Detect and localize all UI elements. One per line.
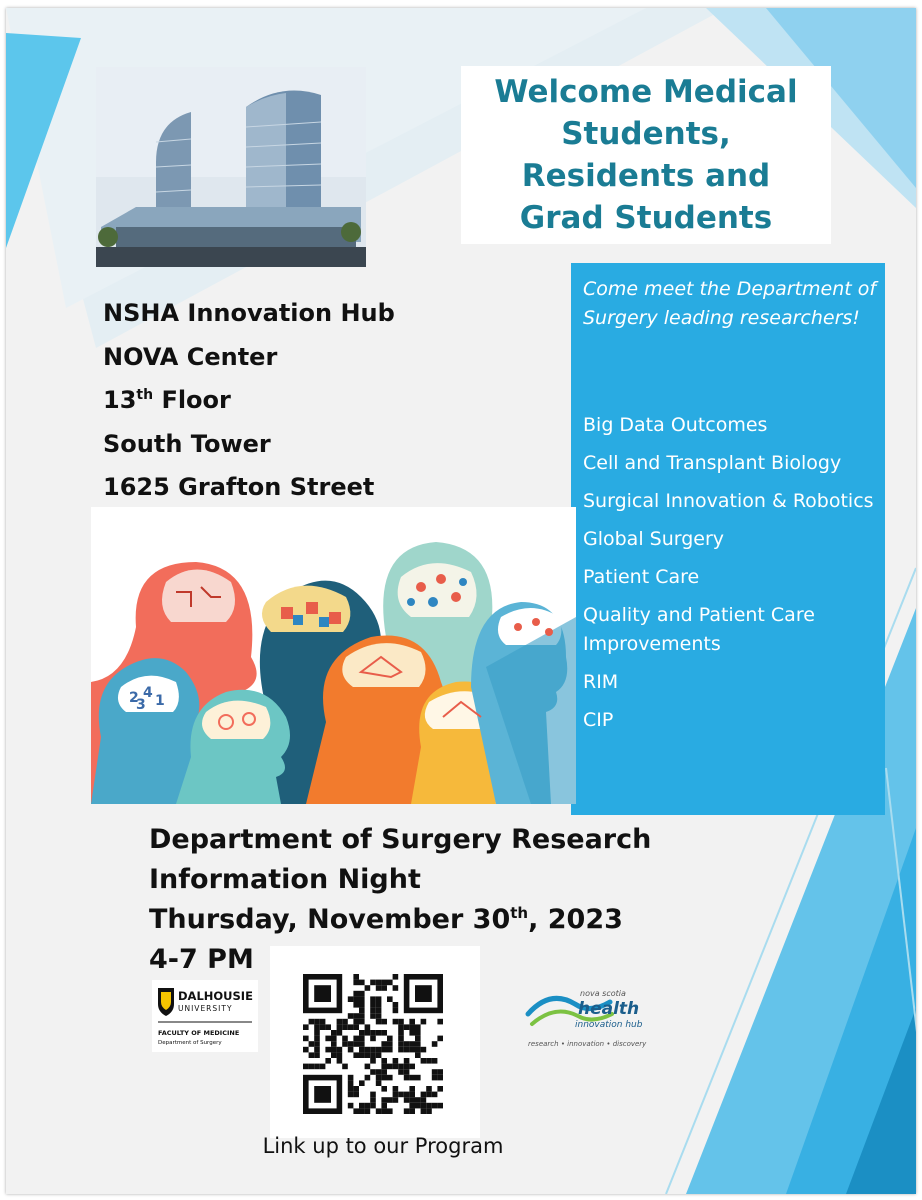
dalhousie-university: UNIVERSITY — [178, 1004, 233, 1013]
event-time: 4-7 PM — [149, 944, 254, 975]
hub-logo-tagline: research • innovation • discovery — [528, 1040, 647, 1048]
svg-text:2: 2 — [129, 690, 139, 706]
building-photo — [96, 67, 366, 267]
event-date — [149, 900, 651, 940]
qr-code-box[interactable] — [270, 946, 480, 1138]
address-block — [103, 292, 395, 510]
dalhousie-department: Department of Surgery — [158, 1040, 222, 1046]
event-date-year: , 2023 — [528, 904, 623, 935]
hub-logo-line1: nova scotia — [580, 989, 626, 998]
welcome-heading: Welcome Medical Students, Residents and Grad Students — [494, 74, 798, 236]
flyer-sheet — [6, 8, 916, 1194]
svg-text:1: 1 — [155, 693, 165, 709]
dalhousie-logo — [152, 980, 258, 1052]
svg-text:3: 3 — [136, 697, 146, 713]
event-title-line1: Department of Surgery Research — [149, 824, 652, 855]
dalhousie-faculty: FACULTY OF MEDICINE — [158, 1029, 240, 1037]
svg-text:4: 4 — [143, 685, 153, 701]
dalhousie-name: DALHOUSIE — [178, 989, 253, 1003]
research-area-item: Cell and Transplant Biology — [583, 452, 842, 474]
qr-code[interactable] — [270, 946, 480, 1138]
welcome-box — [461, 66, 831, 244]
event-title-line2: Information Night — [149, 864, 421, 895]
research-area-item: Patient Care — [583, 566, 700, 588]
innovation-hub-logo — [520, 974, 670, 1054]
floor-word: Floor — [161, 386, 231, 414]
event-date-suffix: th — [510, 904, 529, 922]
research-area-item: Quality and Patient Care Improvements — [583, 604, 815, 655]
address-line-street: 1625 Grafton Street — [103, 473, 375, 501]
hub-logo-line3: innovation hub — [575, 1020, 643, 1030]
research-area-item: Surgical Innovation & Robotics — [583, 490, 874, 512]
floor-suffix: th — [136, 387, 154, 403]
research-area-item: Big Data Outcomes — [583, 414, 768, 436]
research-intro: Come meet the Department of Surgery leading researchers! — [583, 278, 877, 329]
heads-illustration — [91, 507, 576, 804]
address-line-tower: South Tower — [103, 429, 271, 458]
floor-number: 13 — [103, 386, 137, 414]
research-areas-list — [583, 411, 878, 744]
address-line-building: NOVA Center — [103, 342, 278, 371]
research-area-item: CIP — [583, 709, 614, 731]
address-line-venue: NSHA Innovation Hub — [103, 299, 395, 327]
research-area-item: Global Surgery — [583, 528, 725, 550]
event-date-prefix: Thursday, November 30 — [149, 904, 511, 935]
qr-caption: Link up to our Program — [262, 1134, 504, 1158]
address-line-floor — [103, 379, 395, 423]
hub-logo-line2: health — [578, 999, 640, 1019]
research-area-item: RIM — [583, 671, 619, 693]
research-areas-box — [571, 263, 885, 815]
